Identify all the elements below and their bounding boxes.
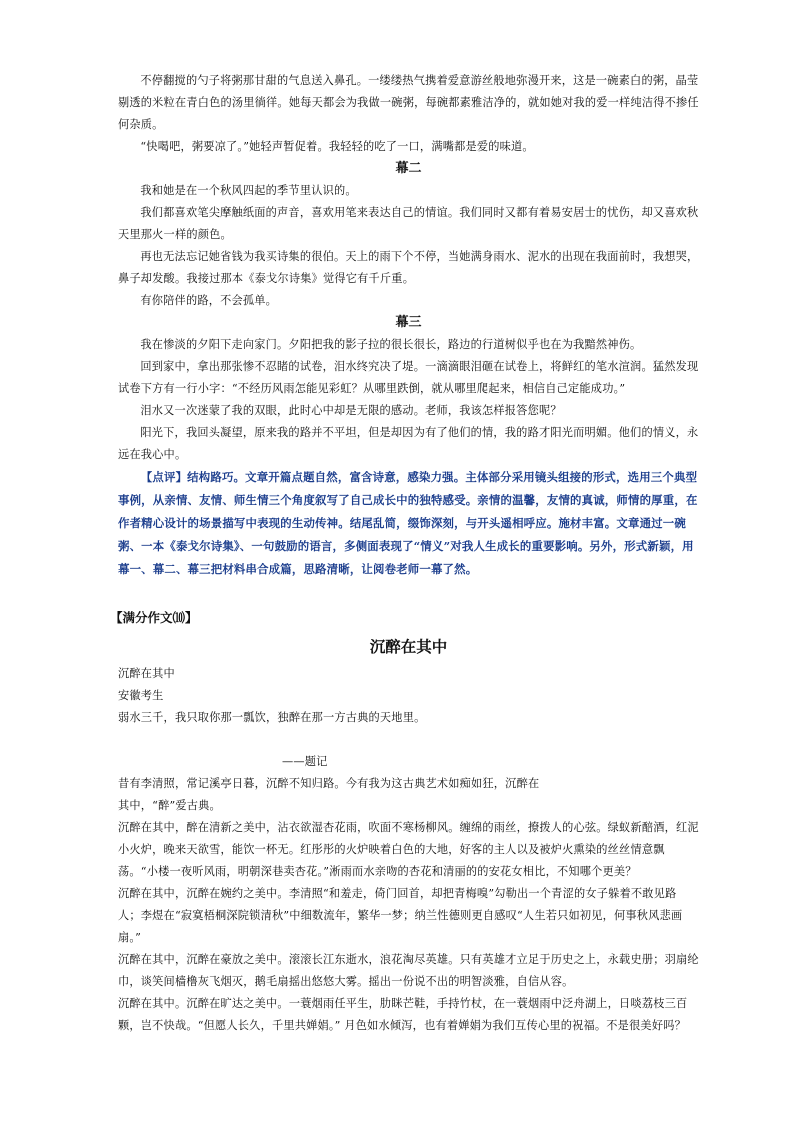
commentary-text: 结构路巧。文章开篇点题自然，富含诗意，感染力强。主体部分采用镜头组接的形式，选用三个典型事例，从亲情、友情、师生情三个角度叙写了自己成长中的独特感受。亲情的温馨，友情的真诚，师情的厚重，在作者精心设计的场景描写中表现的生动传神。结尾乱简，缀饰深刻，与开头遥相呼应。施材丰富。文章通过一碗粥、一本《泰戈尔诗集》、一句鼓励的语言，多侧面表现了“情义”对我人生成长的重要影响。另外，形式新颖，用幕一、幕二、幕三把材料串合成篇，思路清晰，让阅卷老师一幕了然。	[118, 470, 698, 576]
section-label: 【满分作文⑽】	[110, 610, 198, 625]
commentary-label: 【点评】	[140, 470, 188, 484]
scene-2	[118, 180, 699, 312]
paragraph: 再也无法忘记她省钱为我买诗集的很伯。天上的雨下个不停，当她满身雨水、泥水的出现在我面前时，我想哭，鼻子却发酸。我接过那本《泰戈尔诗集》觉得它有千斤重。	[118, 250, 699, 285]
paragraph: “快喝吧，粥要凉了。”她轻声暂促着。我轻轻的吃了一口，满嘴都是爱的味道。	[140, 140, 534, 153]
paragraph: 阳光下，我回头凝望，原来我的路并不平坦，但是却因为有了他们的情，我的路才阳光而明媚。他们的情义，永远在我心中。	[118, 426, 699, 461]
commentary	[118, 466, 699, 581]
scene-3	[118, 334, 699, 466]
essay-intro-line: 昔有李清照，常记溪亭日暮，沉醉不知归路。今有我为这古典艺术如痴如狂，沉醉在	[118, 777, 540, 790]
essay-paragraph: 沉醉在其中。沉醉在旷达之美中。一蓑烟雨任平生，肋眯芒鞋，手持竹杖，在一蓑烟雨中泛舟湖上，日啖荔枝三百颗，岂不快哉。“但愿人长久，千里共婵娟。” 月色如水倾泻，也有着婵娟为我们互传心里的祝福。不是很美好吗？	[118, 997, 688, 1032]
paragraph: 回到家中，拿出那张惨不忍睹的试卷，泪水终究决了堤。一滴滴眼泪砸在试卷上，将鲜红的笔水渲润。猛然发现试卷下方有一行小字：“不经历风雨怎能见彩虹？从哪里跌倒，就从哪里爬起来，相信自己定能成功。”	[118, 360, 699, 395]
epigraph-signature: ——题记	[282, 755, 328, 768]
paragraph: 泪水又一次迷蒙了我的双眼，此时心中却是无限的感动。老师，我该怎样报答您呢？	[140, 404, 562, 417]
heading-scene-2: 幕二	[395, 161, 422, 176]
essay-epigraph: 弱水三千，我只取你那一瓢饮，独醉在那一方古典的天地里。	[118, 711, 426, 724]
essay-author: 安徽考生	[118, 689, 164, 702]
paragraph: 有你陪伴的路，不会孤单。	[140, 294, 278, 307]
top-section	[118, 70, 699, 158]
essay-paragraph: 沉醉在其中，醉在清新之美中，沾衣欲湿杏花雨，吹面不寒杨柳风。缠绵的雨丝，撩拨人的心弦。绿蚁新醅酒，红泥小火炉，晚来天欲雪，能饮一杯无。红彤彤的火炉映着白色的大地，好客的主人以及被炉火熏染的丝丝情意飘荡。“小楼一夜听风雨，明朝深巷卖杏花。”淅雨而水亲吻的杏花和清丽的的安花女相比，不知哪个更美？	[118, 821, 699, 878]
paragraph: 不停翻搅的勺子将粥那甘甜的气息送入鼻孔。一缕缕热气携着爱意游丝般地弥漫开来，这是一碗素白的粥，晶莹剔透的米粒在青白色的汤里徜徉。她每天都会为我做一碗粥，每碗都素雅洁净的，就如她对我的爱一样纯洁得不掺任何杂质。	[118, 74, 699, 131]
paragraph: 我和她是在一个秋风四起的季节里认识的。	[140, 184, 357, 197]
heading-scene-3: 幕三	[395, 315, 422, 330]
essay-intro-line: 其中，“醉”爱古典。	[118, 799, 221, 812]
paragraph: 我在惨淡的夕阳下走向家门。夕阳把我的影子拉的很长很长，路边的行道树似乎也在为我黯然神伤。	[140, 338, 642, 351]
essay-title: 沉醉在其中	[369, 638, 448, 656]
essay-meta-line: 沉醉在其中	[118, 667, 175, 680]
spacer	[118, 729, 699, 751]
essay-body	[118, 663, 699, 1037]
paragraph: 我们都喜欢笔尖摩触纸面的声音，喜欢用笔来表达自己的情谊。我们同时又都有着易安居士的忧伤，却又喜欢秋天里那火一样的颜色。	[118, 206, 699, 241]
essay-paragraph: 沉醉在其中，沉醉在豪放之美中。滚滚长江东逝水，浪花淘尽英雄。只有英雄才立足于历史之上，永载史册；羽扇纶巾，谈笑间樯橹灰飞烟灭，鹅毛扇摇出悠悠大雾。摇出一份说不出的明智淡雅，自信从容。	[118, 953, 699, 988]
essay-paragraph: 沉醉在其中，沉醉在婉约之美中。李清照“和羞走，倚门回首，却把青梅嗅”勾勒出一个青涩的女子躲着不敢见路人；李煜在“寂寞梧桐深院锁清秋”中细数流年，繁华一梦；纳兰性德则更自感叹“人生若只如初见，何事秋风悲画扇。”	[118, 887, 683, 944]
